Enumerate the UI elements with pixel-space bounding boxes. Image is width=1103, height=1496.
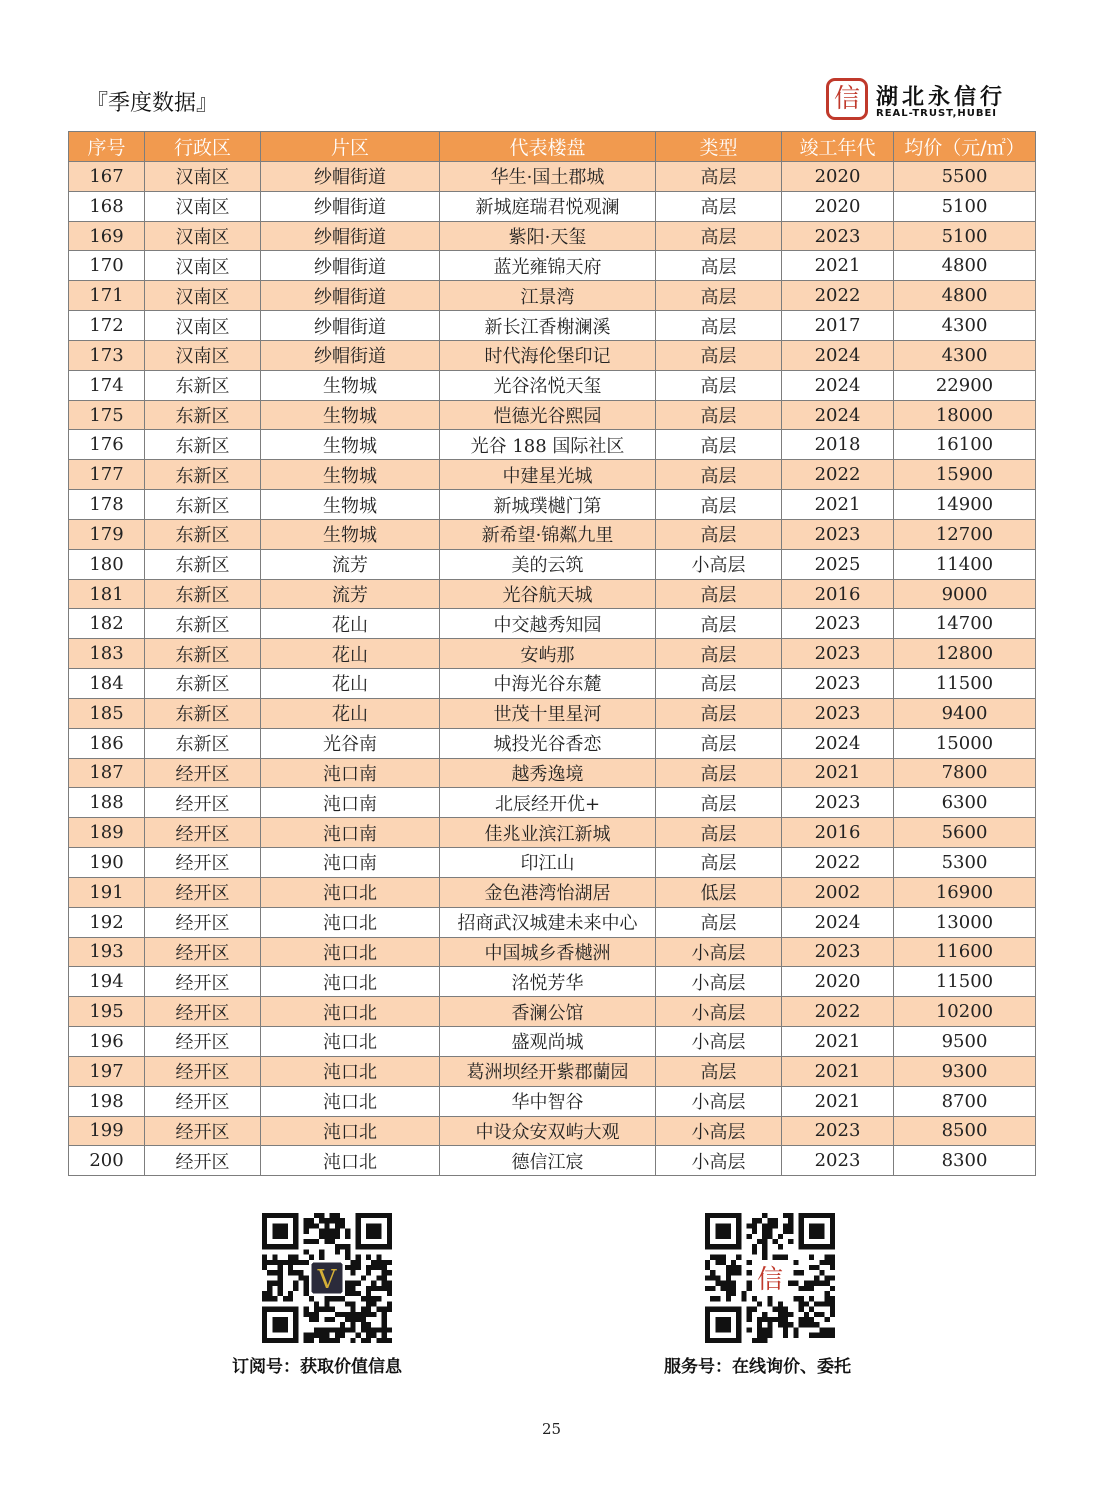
table-cell-year: 2022	[782, 460, 894, 490]
table-cell-year: 2024	[782, 907, 894, 937]
table-cell-type: 高层	[656, 698, 782, 728]
table-cell-price: 5100	[894, 191, 1036, 221]
table-cell-year: 2022	[782, 997, 894, 1027]
table-cell-year: 2021	[782, 251, 894, 281]
table-cell-price: 4300	[894, 311, 1036, 341]
table-cell-district: 东新区	[145, 639, 261, 669]
table-cell-index: 176	[69, 430, 145, 460]
table-row	[69, 698, 1036, 728]
table-cell-type: 高层	[656, 728, 782, 758]
table-cell-index: 185	[69, 698, 145, 728]
table-cell-type: 高层	[656, 907, 782, 937]
table-cell-price: 9000	[894, 579, 1036, 609]
table-cell-index: 196	[69, 1027, 145, 1057]
seal-icon: 信	[826, 78, 868, 120]
table-cell-index: 190	[69, 848, 145, 878]
table-cell-year: 2023	[782, 669, 894, 699]
table-cell-price: 5300	[894, 848, 1036, 878]
table-cell-district: 汉南区	[145, 251, 261, 281]
table-cell-type: 高层	[656, 430, 782, 460]
table-cell-index: 197	[69, 1056, 145, 1086]
table-cell-type: 高层	[656, 1056, 782, 1086]
table-cell-price: 10200	[894, 997, 1036, 1027]
table-cell-index: 186	[69, 728, 145, 758]
table-cell-district: 东新区	[145, 460, 261, 490]
table-cell-district: 汉南区	[145, 340, 261, 370]
table-cell-type: 高层	[656, 848, 782, 878]
table-cell-year: 2023	[782, 1116, 894, 1146]
table-cell-district: 经开区	[145, 967, 261, 997]
table-cell-index: 199	[69, 1116, 145, 1146]
table-cell-year: 2021	[782, 1086, 894, 1116]
column-header-type: 类型	[656, 132, 782, 162]
table-cell-project: 华中智谷	[440, 1086, 656, 1116]
table-cell-project: 光谷 188 国际社区	[440, 430, 656, 460]
table-cell-area: 沌口北	[261, 937, 440, 967]
table-cell-project: 中建星光城	[440, 460, 656, 490]
table-row	[69, 519, 1036, 549]
column-header-price: 均价（元/㎡）	[894, 132, 1036, 162]
table-cell-district: 东新区	[145, 669, 261, 699]
table-cell-index: 187	[69, 758, 145, 788]
table-cell-price: 12700	[894, 519, 1036, 549]
column-header-district: 行政区	[145, 132, 261, 162]
table-cell-price: 11500	[894, 669, 1036, 699]
table-cell-year: 2002	[782, 877, 894, 907]
table-cell-index: 169	[69, 221, 145, 251]
table-cell-year: 2020	[782, 967, 894, 997]
table-cell-district: 经开区	[145, 937, 261, 967]
table-row	[69, 1146, 1036, 1176]
table-cell-area: 流芳	[261, 579, 440, 609]
table-cell-project: 中海光谷东麓	[440, 669, 656, 699]
table-cell-project: 佳兆业滨江新城	[440, 818, 656, 848]
table-cell-project: 恺德光谷熙园	[440, 400, 656, 430]
table-row	[69, 1027, 1036, 1057]
table-cell-year: 2021	[782, 1056, 894, 1086]
table-cell-district: 经开区	[145, 818, 261, 848]
table-cell-project: 香澜公馆	[440, 997, 656, 1027]
table-cell-type: 高层	[656, 460, 782, 490]
table-cell-project: 德信江宸	[440, 1146, 656, 1176]
table-cell-price: 9400	[894, 698, 1036, 728]
table-cell-price: 7800	[894, 758, 1036, 788]
table-cell-year: 2016	[782, 579, 894, 609]
table-cell-price: 18000	[894, 400, 1036, 430]
table-cell-district: 东新区	[145, 519, 261, 549]
table-cell-project: 华生·国土郡城	[440, 162, 656, 192]
table-cell-index: 172	[69, 311, 145, 341]
table-row	[69, 609, 1036, 639]
table-cell-index: 194	[69, 967, 145, 997]
table-cell-project: 江景湾	[440, 281, 656, 311]
table-row	[69, 728, 1036, 758]
table-cell-year: 2023	[782, 937, 894, 967]
table-cell-year: 2023	[782, 698, 894, 728]
table-cell-project: 光谷洺悦天玺	[440, 370, 656, 400]
table-cell-index: 178	[69, 490, 145, 520]
table-cell-type: 小高层	[656, 1086, 782, 1116]
table-cell-price: 5100	[894, 221, 1036, 251]
table-cell-index: 200	[69, 1146, 145, 1176]
table-cell-project: 印江山	[440, 848, 656, 878]
table-cell-type: 小高层	[656, 1027, 782, 1057]
table-cell-project: 城投光谷香恋	[440, 728, 656, 758]
table-cell-year: 2017	[782, 311, 894, 341]
table-cell-price: 6300	[894, 788, 1036, 818]
table-cell-year: 2023	[782, 639, 894, 669]
table-cell-type: 高层	[656, 669, 782, 699]
table-cell-type: 高层	[656, 281, 782, 311]
table-cell-area: 沌口南	[261, 818, 440, 848]
table-cell-year: 2024	[782, 400, 894, 430]
table-row	[69, 639, 1036, 669]
table-cell-district: 东新区	[145, 698, 261, 728]
table-cell-index: 191	[69, 877, 145, 907]
table-row	[69, 1056, 1036, 1086]
table-cell-price: 8300	[894, 1146, 1036, 1176]
table-cell-area: 生物城	[261, 370, 440, 400]
table-row	[69, 400, 1036, 430]
table-cell-type: 高层	[656, 490, 782, 520]
table-row	[69, 818, 1036, 848]
company-english-name: REAL-TRUST,HUBEI	[876, 108, 998, 119]
table-cell-district: 经开区	[145, 1116, 261, 1146]
table-cell-price: 11500	[894, 967, 1036, 997]
column-header-index: 序号	[69, 132, 145, 162]
table-cell-area: 生物城	[261, 400, 440, 430]
table-cell-year: 2025	[782, 549, 894, 579]
table-row	[69, 907, 1036, 937]
table-cell-area: 沌口北	[261, 907, 440, 937]
column-header-area: 片区	[261, 132, 440, 162]
table-cell-type: 高层	[656, 609, 782, 639]
table-row	[69, 1116, 1036, 1146]
table-cell-type: 高层	[656, 221, 782, 251]
table-cell-price: 14700	[894, 609, 1036, 639]
table-cell-district: 经开区	[145, 907, 261, 937]
table-cell-project: 蓝光雍锦天府	[440, 251, 656, 281]
table-cell-index: 177	[69, 460, 145, 490]
table-cell-index: 184	[69, 669, 145, 699]
table-cell-area: 花山	[261, 669, 440, 699]
table-row	[69, 251, 1036, 281]
table-cell-year: 2023	[782, 221, 894, 251]
table-cell-district: 东新区	[145, 490, 261, 520]
company-logo	[826, 78, 1036, 122]
table-cell-district: 汉南区	[145, 162, 261, 192]
table-cell-district: 经开区	[145, 877, 261, 907]
table-cell-year: 2018	[782, 430, 894, 460]
column-header-year: 竣工年代	[782, 132, 894, 162]
qr-code-icon	[262, 1213, 392, 1343]
table-cell-price: 8500	[894, 1116, 1036, 1146]
table-cell-area: 沌口北	[261, 1056, 440, 1086]
table-cell-price: 8700	[894, 1086, 1036, 1116]
table-cell-project: 新长江香榭澜溪	[440, 311, 656, 341]
table-cell-district: 经开区	[145, 1086, 261, 1116]
table-cell-district: 经开区	[145, 1027, 261, 1057]
table-cell-area: 生物城	[261, 460, 440, 490]
table-row	[69, 340, 1036, 370]
table-cell-project: 光谷航天城	[440, 579, 656, 609]
table-cell-area: 纱帽街道	[261, 251, 440, 281]
table-cell-project: 葛洲坝经开紫郡蘭园	[440, 1056, 656, 1086]
table-cell-district: 东新区	[145, 430, 261, 460]
table-row	[69, 669, 1036, 699]
table-row	[69, 967, 1036, 997]
price-table	[68, 131, 1036, 1176]
table-row	[69, 191, 1036, 221]
table-cell-index: 189	[69, 818, 145, 848]
table-cell-area: 沌口北	[261, 1027, 440, 1057]
table-row	[69, 848, 1036, 878]
table-cell-area: 花山	[261, 698, 440, 728]
table-cell-year: 2024	[782, 728, 894, 758]
table-cell-index: 175	[69, 400, 145, 430]
table-row	[69, 549, 1036, 579]
table-cell-type: 小高层	[656, 1116, 782, 1146]
page-number: 25	[541, 1420, 562, 1438]
table-cell-area: 沌口北	[261, 1086, 440, 1116]
table-cell-index: 179	[69, 519, 145, 549]
table-cell-project: 洺悦芳华	[440, 967, 656, 997]
table-cell-area: 沌口南	[261, 788, 440, 818]
table-cell-index: 174	[69, 370, 145, 400]
table-cell-area: 沌口南	[261, 758, 440, 788]
svg-text:信: 信	[756, 1264, 784, 1295]
table-cell-price: 4300	[894, 340, 1036, 370]
table-cell-type: 高层	[656, 639, 782, 669]
table-cell-year: 2016	[782, 818, 894, 848]
table-cell-index: 167	[69, 162, 145, 192]
table-header-row	[69, 132, 1036, 162]
table-cell-type: 高层	[656, 788, 782, 818]
table-cell-area: 纱帽街道	[261, 281, 440, 311]
table-cell-type: 高层	[656, 251, 782, 281]
table-cell-year: 2020	[782, 191, 894, 221]
table-cell-price: 4800	[894, 251, 1036, 281]
table-cell-index: 170	[69, 251, 145, 281]
table-cell-project: 新希望·锦粼九里	[440, 519, 656, 549]
table-cell-index: 168	[69, 191, 145, 221]
table-cell-index: 183	[69, 639, 145, 669]
qr-code-icon	[705, 1213, 835, 1343]
table-cell-project: 中设众安双屿大观	[440, 1116, 656, 1146]
table-row	[69, 490, 1036, 520]
table-cell-year: 2023	[782, 788, 894, 818]
qr-code-service	[705, 1213, 835, 1343]
table-row	[69, 370, 1036, 400]
table-cell-district: 经开区	[145, 848, 261, 878]
table-row	[69, 997, 1036, 1027]
column-header-project: 代表楼盘	[440, 132, 656, 162]
table-cell-index: 188	[69, 788, 145, 818]
table-row	[69, 788, 1036, 818]
table-cell-district: 经开区	[145, 1146, 261, 1176]
table-cell-price: 15900	[894, 460, 1036, 490]
table-cell-district: 经开区	[145, 788, 261, 818]
table-cell-area: 生物城	[261, 490, 440, 520]
qr-caption-service: 服务号：在线询价、委托	[664, 1357, 851, 1377]
table-cell-area: 纱帽街道	[261, 191, 440, 221]
table-cell-project: 紫阳·天玺	[440, 221, 656, 251]
table-cell-year: 2023	[782, 609, 894, 639]
table-cell-price: 16100	[894, 430, 1036, 460]
table-row	[69, 311, 1036, 341]
table-cell-area: 纱帽街道	[261, 221, 440, 251]
table-cell-type: 小高层	[656, 549, 782, 579]
table-cell-type: 高层	[656, 191, 782, 221]
table-cell-price: 16900	[894, 877, 1036, 907]
table-cell-district: 汉南区	[145, 311, 261, 341]
table-cell-type: 高层	[656, 340, 782, 370]
table-cell-price: 13000	[894, 907, 1036, 937]
table-cell-project: 世茂十里星河	[440, 698, 656, 728]
table-cell-project: 美的云筑	[440, 549, 656, 579]
table-cell-type: 高层	[656, 758, 782, 788]
table-cell-type: 高层	[656, 311, 782, 341]
table-cell-district: 东新区	[145, 728, 261, 758]
table-cell-index: 193	[69, 937, 145, 967]
table-cell-area: 沌口北	[261, 1116, 440, 1146]
table-cell-year: 2021	[782, 1027, 894, 1057]
table-cell-year: 2023	[782, 1146, 894, 1176]
table-cell-district: 汉南区	[145, 191, 261, 221]
table-row	[69, 758, 1036, 788]
table-cell-price: 5600	[894, 818, 1036, 848]
table-cell-area: 沌口北	[261, 877, 440, 907]
table-cell-price: 4800	[894, 281, 1036, 311]
table-cell-area: 花山	[261, 609, 440, 639]
table-cell-year: 2024	[782, 340, 894, 370]
section-title: 『季度数据』	[86, 91, 219, 116]
table-cell-type: 高层	[656, 818, 782, 848]
table-cell-index: 195	[69, 997, 145, 1027]
table-cell-type: 高层	[656, 162, 782, 192]
table-cell-project: 安屿那	[440, 639, 656, 669]
table-cell-area: 生物城	[261, 519, 440, 549]
table-cell-type: 高层	[656, 370, 782, 400]
table-cell-price: 5500	[894, 162, 1036, 192]
table-cell-project: 时代海伦堡印记	[440, 340, 656, 370]
table-cell-type: 低层	[656, 877, 782, 907]
table-cell-index: 180	[69, 549, 145, 579]
table-cell-project: 越秀逸境	[440, 758, 656, 788]
table-cell-district: 东新区	[145, 579, 261, 609]
table-cell-district: 东新区	[145, 370, 261, 400]
table-cell-project: 金色港湾怡湖居	[440, 877, 656, 907]
table-cell-district: 东新区	[145, 549, 261, 579]
table-cell-year: 2021	[782, 758, 894, 788]
table-cell-year: 2021	[782, 490, 894, 520]
table-cell-index: 192	[69, 907, 145, 937]
table-cell-price: 14900	[894, 490, 1036, 520]
table-cell-type: 小高层	[656, 1146, 782, 1176]
table-cell-district: 东新区	[145, 400, 261, 430]
table-cell-price: 15000	[894, 728, 1036, 758]
table-cell-type: 小高层	[656, 997, 782, 1027]
table-cell-index: 171	[69, 281, 145, 311]
table-cell-price: 22900	[894, 370, 1036, 400]
table-cell-district: 经开区	[145, 997, 261, 1027]
table-cell-price: 9500	[894, 1027, 1036, 1057]
table-cell-area: 沌口北	[261, 997, 440, 1027]
table-cell-type: 高层	[656, 400, 782, 430]
table-row	[69, 281, 1036, 311]
table-cell-year: 2022	[782, 848, 894, 878]
table-cell-project: 中国城乡香樾洲	[440, 937, 656, 967]
table-cell-project: 新城庭瑞君悦观澜	[440, 191, 656, 221]
table-row	[69, 1086, 1036, 1116]
table-cell-area: 流芳	[261, 549, 440, 579]
table-row	[69, 162, 1036, 192]
table-cell-district: 汉南区	[145, 221, 261, 251]
table-cell-area: 沌口北	[261, 967, 440, 997]
table-cell-type: 小高层	[656, 937, 782, 967]
table-cell-price: 12800	[894, 639, 1036, 669]
table-row	[69, 877, 1036, 907]
table-row	[69, 579, 1036, 609]
table-cell-project: 中交越秀知园	[440, 609, 656, 639]
table-cell-index: 181	[69, 579, 145, 609]
table-cell-project: 新城璞樾门第	[440, 490, 656, 520]
table-row	[69, 937, 1036, 967]
table-row	[69, 460, 1036, 490]
table-cell-project: 招商武汉城建未来中心	[440, 907, 656, 937]
table-cell-price: 9300	[894, 1056, 1036, 1086]
table-cell-type: 高层	[656, 579, 782, 609]
table-cell-year: 2023	[782, 519, 894, 549]
table-cell-price: 11400	[894, 549, 1036, 579]
table-row	[69, 221, 1036, 251]
table-cell-area: 光谷南	[261, 728, 440, 758]
table-cell-district: 经开区	[145, 758, 261, 788]
table-cell-index: 173	[69, 340, 145, 370]
table-row	[69, 430, 1036, 460]
table-cell-price: 11600	[894, 937, 1036, 967]
table-cell-type: 高层	[656, 519, 782, 549]
table-cell-district: 经开区	[145, 1056, 261, 1086]
table-cell-area: 沌口北	[261, 1146, 440, 1176]
table-cell-area: 花山	[261, 639, 440, 669]
table-cell-district: 汉南区	[145, 281, 261, 311]
svg-text:V: V	[317, 1264, 337, 1295]
company-name: 湖北永信行	[876, 85, 1007, 110]
table-cell-year: 2024	[782, 370, 894, 400]
table-cell-area: 纱帽街道	[261, 340, 440, 370]
table-cell-area: 纱帽街道	[261, 311, 440, 341]
table-cell-year: 2020	[782, 162, 894, 192]
table-cell-index: 182	[69, 609, 145, 639]
table-cell-index: 198	[69, 1086, 145, 1116]
table-cell-year: 2022	[782, 281, 894, 311]
table-cell-project: 盛观尚城	[440, 1027, 656, 1057]
qr-code-subscription	[262, 1213, 392, 1343]
table-cell-district: 东新区	[145, 609, 261, 639]
table-body	[69, 162, 1036, 1176]
table-cell-project: 北辰经开优+	[440, 788, 656, 818]
qr-caption-subscription: 订阅号：获取价值信息	[232, 1357, 402, 1377]
table-cell-area: 纱帽街道	[261, 162, 440, 192]
table-cell-type: 小高层	[656, 967, 782, 997]
table-cell-area: 沌口南	[261, 848, 440, 878]
table-cell-area: 生物城	[261, 430, 440, 460]
